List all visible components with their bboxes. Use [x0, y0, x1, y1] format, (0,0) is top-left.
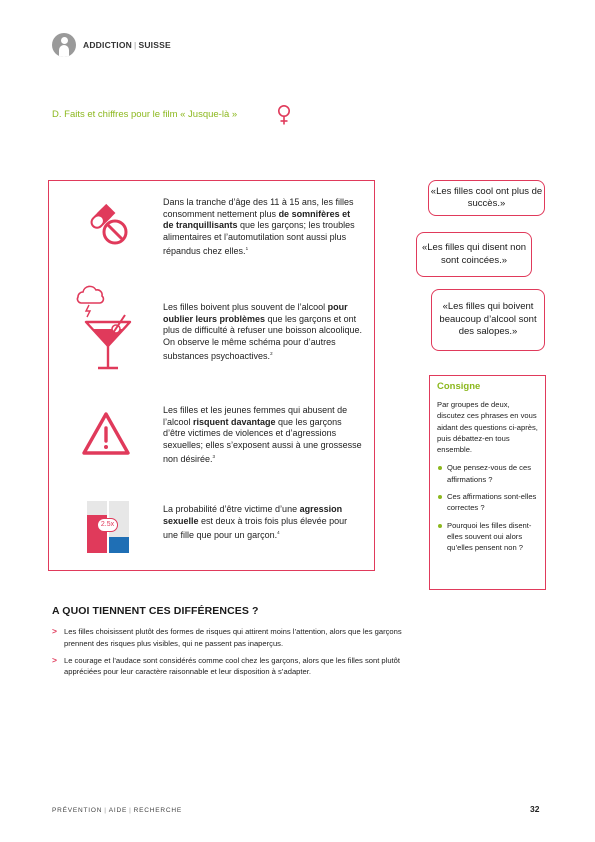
chevron-right-icon: > — [52, 626, 57, 636]
warning-triangle-icon — [80, 410, 132, 458]
bullet-dot-icon — [438, 524, 442, 528]
quote-bubble-2: «Les filles qui disent non sont coincées.» — [416, 232, 532, 277]
fact-2-text: Les filles boivent plus souvent de l’alcool pour oublier leurs problèmes que les garçons et ont plus de difficulté à refuser une boisson alcoolique. On observe le même schéma pour d’autres substances psychoactives.$^2$ — [163, 302, 362, 362]
footnote-ref: 3 — [212, 454, 216, 460]
brand-name — [83, 40, 171, 50]
female-symbol-icon — [276, 104, 292, 126]
footnote-ref: 2 — [270, 351, 273, 357]
fact-3-emphasis: risquent davantage — [193, 416, 276, 427]
facts-box — [48, 180, 375, 571]
cocktail-cloud-icon — [73, 285, 133, 375]
fact-1-emphasis: de somnifères et de tranquillisants — [163, 208, 351, 231]
differences-heading: A QUOI TIENNENT CES DIFFÉRENCES ? — [52, 605, 259, 617]
differences-list — [52, 626, 412, 683]
fact-4-text: La probabilité d’être victime d’une agression sexuelle est deux à trois fois plus élevée pour une fille que pour un garçon.$^4$ — [163, 504, 348, 541]
ratio-bars-icon — [87, 501, 131, 553]
brand-left: ADDICTION — [83, 40, 133, 50]
list-item: Que pensez-vous de ces affirmations ? — [437, 462, 538, 485]
bullet-dot-icon — [438, 466, 442, 470]
fact-3-text: Les filles et les jeunes femmes qui abusent de l’alcool risquent davantage que les garçons d’être victimes de violences et d’agressions sexuelles; elles s’exposent aussi à une grossesse non désirée.$^3$ — [163, 405, 362, 465]
page-number: 32 — [530, 804, 540, 814]
list-item: Ces affirmations sont-elles correctes ? — [437, 491, 538, 514]
footer-tagline: PRÉVENTION | AIDE | RECHERCHE — [52, 807, 183, 814]
list-item: > Les filles choisissent plutôt des formes de risques qui attirent moins l’attention, alors que les garçons prennent des risques plus visibles, qui ne passent pas inaperçus. — [52, 626, 402, 648]
brand-separator: | — [134, 40, 137, 50]
section-title: D. Faits et chiffres pour le film « Jusque-là » — [52, 109, 238, 120]
brand-right: SUISSE — [138, 40, 171, 50]
pills-icon — [85, 201, 133, 249]
fact-1-text: Dans la tranche d’âge des 11 à 15 ans, les filles consomment nettement plus de somnifères et de tranquillisants que les garçons; les troubles alimentaires et l’automutilation sont aussi plus répandus chez elles.$^1$ — [163, 197, 355, 257]
addiction-suisse-logo — [52, 33, 171, 57]
list-item: Pourquoi les filles disent-elles souvent oui alors qu’elles pensent non ? — [437, 520, 538, 554]
quote-bubble-3: «Les filles qui boivent beaucoup d’alcool sont des salopes.» — [431, 289, 545, 351]
fact-4-emphasis: agression sexuelle — [163, 504, 343, 526]
footnote-ref: 1 — [245, 246, 249, 252]
consigne-intro: Par groupes de deux, discutez ces phrases en vous aidant des questions ci-après, puis débattez-en tous ensemble. — [437, 400, 538, 455]
consigne-questions — [437, 462, 538, 553]
fact-2-emphasis: pour oublier leurs problèmes — [163, 302, 348, 324]
footnote-ref: 4 — [277, 530, 280, 536]
chevron-right-icon: > — [52, 654, 57, 665]
consigne-title: Consigne — [437, 381, 481, 392]
consigne-box — [429, 375, 546, 590]
bullet-dot-icon — [438, 495, 442, 499]
quote-bubble-1: «Les filles cool ont plus de succès.» — [428, 180, 545, 216]
list-item: > Le courage et l’audace sont considérés comme cool chez les garçons, alors que les filles sont plutôt appréciées pour leur caractère raisonnable et leur disposition à s’adapter. — [52, 654, 400, 677]
ratio-badge: 2.5x — [97, 518, 118, 532]
person-logo-icon — [52, 33, 76, 57]
